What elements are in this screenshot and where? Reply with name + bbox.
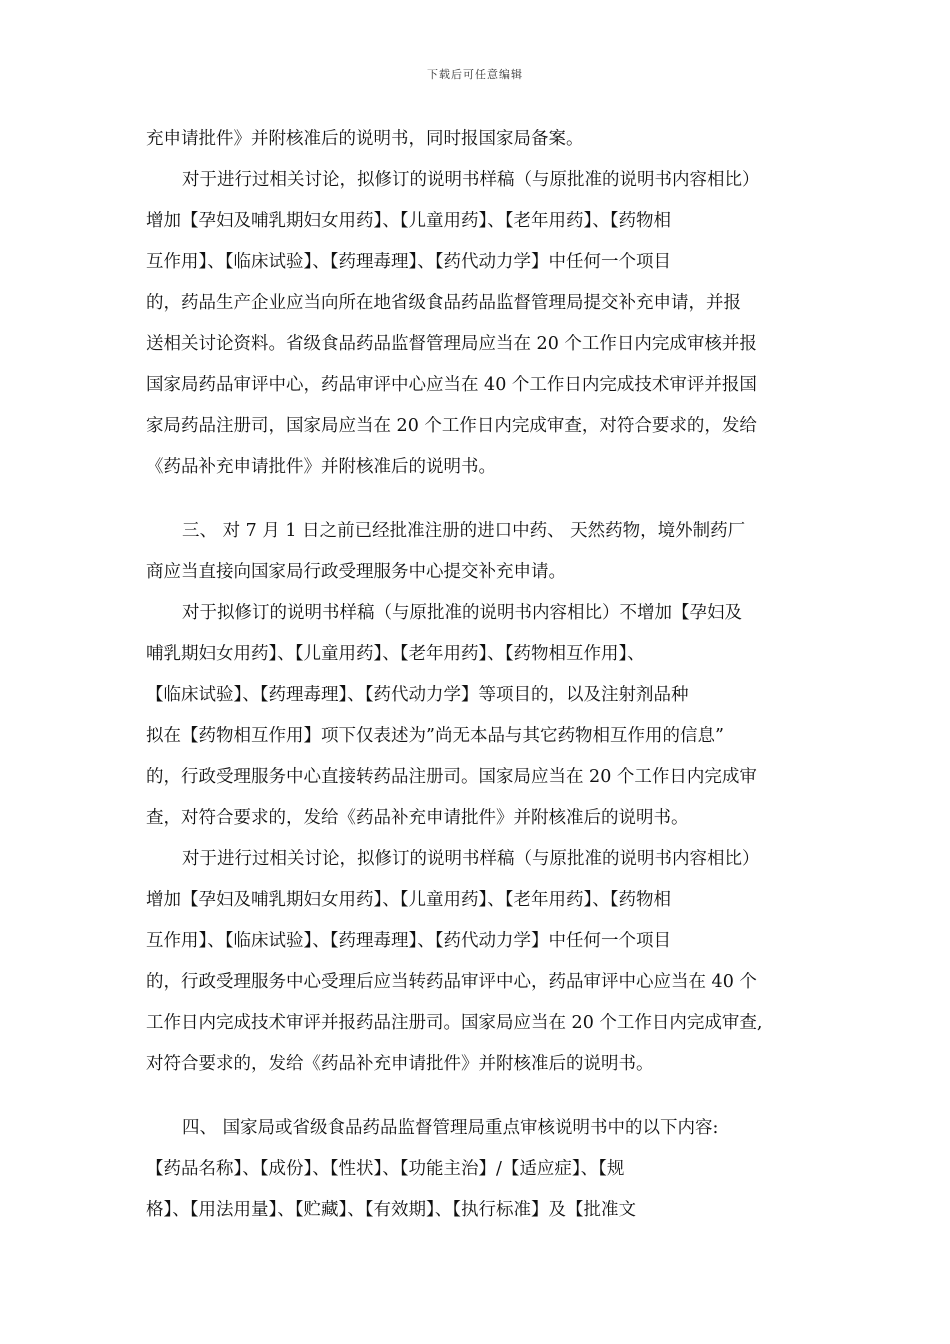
text-line: 家局药品注册司，国家局应当在 20 个工作日内完成审查，对符合要求的，发给 — [146, 416, 757, 436]
text-line: 增加【孕妇及哺乳期妇女用药】、【儿童用药】、【老年用药】、【药物相 — [146, 890, 671, 910]
section-four — [146, 1108, 810, 1231]
text-line: 充申请批件》并附核准后的说明书，同时报国家局备案。 — [146, 129, 584, 149]
document-body — [146, 119, 810, 1231]
text-line: 三、 对 7 月 1 日之前已经批准注册的进口中药、 天然药物，境外制药厂 — [182, 521, 746, 541]
paragraph-continuation — [146, 119, 810, 160]
text-line: 的，药品生产企业应当向所在地省级食品药品监督管理局提交补充申请，并报 — [146, 293, 741, 313]
text-line: 拟在【药物相互作用】项下仅表述为”尚无本品与其它药物相互作用的信息” — [146, 726, 724, 746]
text-line: 送相关讨论资料。省级食品药品监督管理局应当在 20 个工作日内完成审核并报 — [146, 334, 757, 354]
text-line: 《药品补充申请批件》并附核准后的说明书。 — [146, 457, 496, 477]
paragraph-no-addition — [146, 593, 810, 839]
text-line: 对于进行过相关讨论，拟修订的说明书样稿（与原批准的说明书内容相比） — [182, 849, 760, 869]
paragraph-gap — [146, 1085, 810, 1108]
text-line: 格】、【用法用量】、【贮藏】、【有效期】、【执行标准】及【批准文 — [146, 1200, 636, 1220]
text-line: 互作用】、【临床试验】、【药理毒理】、【药代动力学】中任何一个项目 — [146, 931, 671, 951]
page-header: 下载后可任意编辑 — [427, 68, 523, 81]
text-line: 四、 国家局或省级食品药品监督管理局重点审核说明书中的以下内容: — [182, 1118, 719, 1138]
text-line: 的，行政受理服务中心受理后应当转药品审评中心，药品审评中心应当在 40 个 — [146, 972, 757, 992]
text-line: 国家局药品审评中心，药品审评中心应当在 40 个工作日内完成技术审评并报国 — [146, 375, 757, 395]
paragraph-gap — [146, 488, 810, 511]
text-line: 【临床试验】、【药理毒理】、【药代动力学】等项目的，以及注射剂品种 — [146, 685, 689, 705]
text-line: 【药品名称】、【成份】、【性状】、【功能主治】/【适应症】、【规 — [146, 1159, 625, 1179]
text-line: 哺乳期妇女用药】、【儿童用药】、【老年用药】、【药物相互作用】、 — [146, 644, 645, 664]
paragraph-discussion-provincial — [146, 160, 810, 488]
text-line: 工作日内完成技术审评并报药品注册司。国家局应当在 20 个工作日内完成审查, — [146, 1013, 763, 1033]
text-line: 对于拟修订的说明书样稿（与原批准的说明书内容相比）不增加【孕妇及 — [182, 603, 742, 623]
section-three — [146, 511, 810, 593]
text-line: 对于进行过相关讨论，拟修订的说明书样稿（与原批准的说明书内容相比） — [182, 170, 760, 190]
text-line: 增加【孕妇及哺乳期妇女用药】、【儿童用药】、【老年用药】、【药物相 — [146, 211, 671, 231]
text-line: 商应当直接向国家局行政受理服务中心提交补充申请。 — [146, 562, 566, 582]
text-line: 查，对符合要求的，发给《药品补充申请批件》并附核准后的说明书。 — [146, 808, 689, 828]
text-line: 对符合要求的，发给《药品补充申请批件》并附核准后的说明书。 — [146, 1054, 654, 1074]
text-line: 互作用】、【临床试验】、【药理毒理】、【药代动力学】中任何一个项目 — [146, 252, 671, 272]
paragraph-discussion-import — [146, 839, 810, 1085]
text-line: 的，行政受理服务中心直接转药品注册司。国家局应当在 20 个工作日内完成审 — [146, 767, 757, 787]
